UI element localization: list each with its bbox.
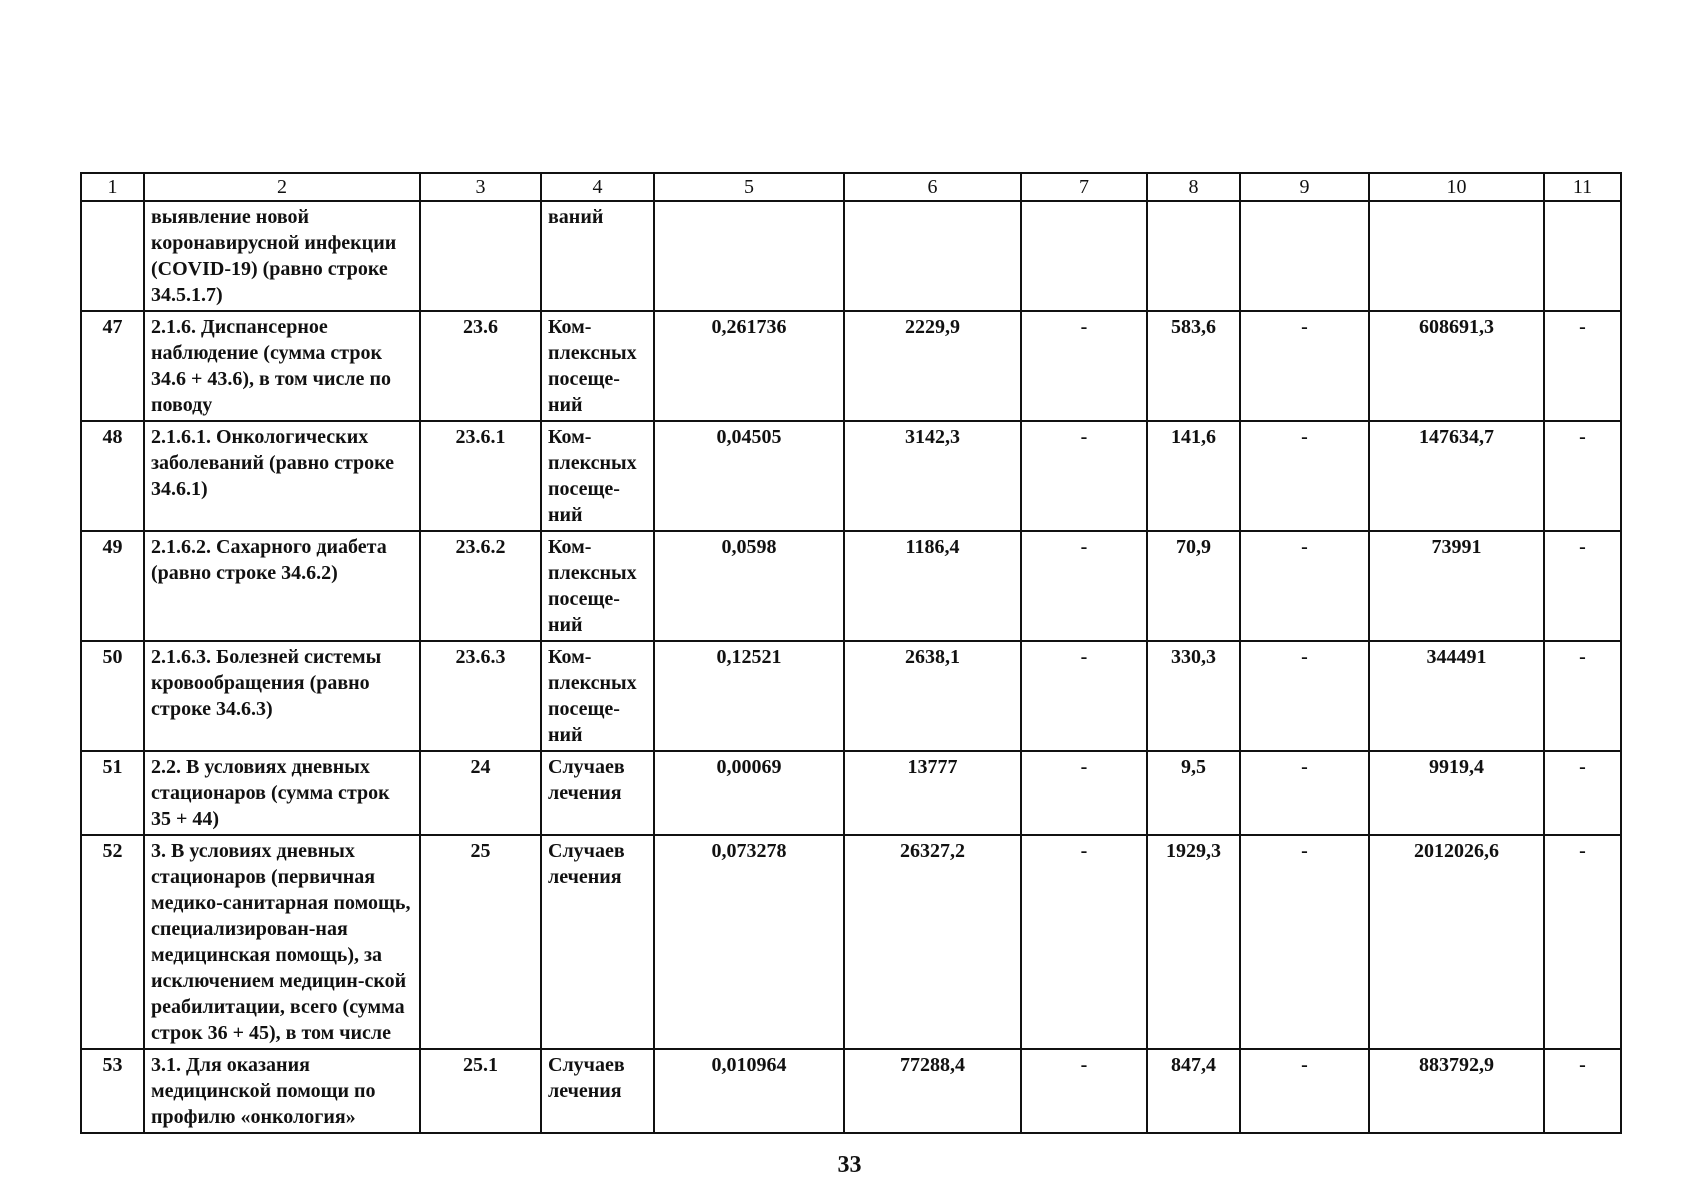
cell-col11: - xyxy=(1544,1049,1621,1133)
cell-col10: 73991 xyxy=(1369,531,1544,641)
row-unit: Случаев лечения xyxy=(541,751,654,835)
cell-col10: 2012026,6 xyxy=(1369,835,1544,1049)
cell-col7: - xyxy=(1021,835,1147,1049)
row-number: 52 xyxy=(81,835,144,1049)
row-description: 3.1. Для оказания медицинской помощи по профилю «онкология» xyxy=(144,1049,420,1133)
cell-col9: - xyxy=(1240,1049,1369,1133)
table-row xyxy=(81,201,1621,311)
cell-col6: 3142,3 xyxy=(844,421,1021,531)
table-row xyxy=(81,311,1621,421)
cell-col6: 13777 xyxy=(844,751,1021,835)
header-cell: 6 xyxy=(844,173,1021,201)
row-number: 53 xyxy=(81,1049,144,1133)
cell-col9: - xyxy=(1240,835,1369,1049)
row-description: 2.1.6. Диспансерное наблюдение (сумма строк 34.6 + 43.6), в том числе по поводу xyxy=(144,311,420,421)
cell-col7: - xyxy=(1021,1049,1147,1133)
cell-col11 xyxy=(1544,201,1621,311)
cell-col8: 1929,3 xyxy=(1147,835,1240,1049)
cell-col10: 608691,3 xyxy=(1369,311,1544,421)
cell-col7: - xyxy=(1021,531,1147,641)
cell-col7: - xyxy=(1021,641,1147,751)
cell-col9: - xyxy=(1240,421,1369,531)
row-unit: ваний xyxy=(541,201,654,311)
row-unit: Ком-плексных посеще-ний xyxy=(541,641,654,751)
table-row xyxy=(81,835,1621,1049)
cell-col6: 2229,9 xyxy=(844,311,1021,421)
header-cell: 3 xyxy=(420,173,541,201)
row-number: 51 xyxy=(81,751,144,835)
header-cell: 5 xyxy=(654,173,844,201)
row-code: 23.6.2 xyxy=(420,531,541,641)
cell-col11: - xyxy=(1544,531,1621,641)
header-cell: 10 xyxy=(1369,173,1544,201)
row-description: 3. В условиях дневных стационаров (первичная медико-санитарная помощь, специализирован-ная медицинская помощь), за исключением медицин-ской реабилитации, всего (сумма строк 36 + 45), в том числе xyxy=(144,835,420,1049)
header-row xyxy=(81,173,1621,201)
row-description: 2.1.6.3. Болезней системы кровообращения (равно строке 34.6.3) xyxy=(144,641,420,751)
cell-col8: 70,9 xyxy=(1147,531,1240,641)
row-number xyxy=(81,201,144,311)
cell-col5: 0,261736 xyxy=(654,311,844,421)
cell-col11: - xyxy=(1544,751,1621,835)
cell-col9: - xyxy=(1240,641,1369,751)
row-code: 23.6 xyxy=(420,311,541,421)
cell-col10: 883792,9 xyxy=(1369,1049,1544,1133)
row-code: 23.6.3 xyxy=(420,641,541,751)
cell-col9: - xyxy=(1240,531,1369,641)
row-number: 49 xyxy=(81,531,144,641)
cell-col8: 9,5 xyxy=(1147,751,1240,835)
cell-col6: 77288,4 xyxy=(844,1049,1021,1133)
cell-col5: 0,00069 xyxy=(654,751,844,835)
cell-col11: - xyxy=(1544,835,1621,1049)
cell-col7: - xyxy=(1021,311,1147,421)
cell-col8: 330,3 xyxy=(1147,641,1240,751)
cell-col5: 0,073278 xyxy=(654,835,844,1049)
table-row xyxy=(81,751,1621,835)
cell-col6: 2638,1 xyxy=(844,641,1021,751)
cell-col11: - xyxy=(1544,641,1621,751)
cell-col11: - xyxy=(1544,311,1621,421)
cell-col8: 583,6 xyxy=(1147,311,1240,421)
header-cell: 9 xyxy=(1240,173,1369,201)
row-unit: Ком-плексных посеще-ний xyxy=(541,421,654,531)
page-number: 33 xyxy=(837,1152,862,1178)
cell-col8: 847,4 xyxy=(1147,1049,1240,1133)
table-row xyxy=(81,531,1621,641)
header-cell: 4 xyxy=(541,173,654,201)
table-row xyxy=(81,641,1621,751)
cell-col5: 0,04505 xyxy=(654,421,844,531)
row-code: 23.6.1 xyxy=(420,421,541,531)
cell-col7: - xyxy=(1021,751,1147,835)
row-code: 25 xyxy=(420,835,541,1049)
row-number: 50 xyxy=(81,641,144,751)
cell-col5: 0,12521 xyxy=(654,641,844,751)
cell-col9: - xyxy=(1240,751,1369,835)
row-number: 48 xyxy=(81,421,144,531)
row-unit: Ком-плексных посеще-ний xyxy=(541,531,654,641)
header-cell: 11 xyxy=(1544,173,1621,201)
header-cell: 8 xyxy=(1147,173,1240,201)
cell-col6: 26327,2 xyxy=(844,835,1021,1049)
cell-col6 xyxy=(844,201,1021,311)
row-code xyxy=(420,201,541,311)
row-number: 47 xyxy=(81,311,144,421)
table-row xyxy=(81,1049,1621,1133)
row-unit: Ком-плексных посеще-ний xyxy=(541,311,654,421)
cell-col8: 141,6 xyxy=(1147,421,1240,531)
row-description: выявление новой коронавирусной инфекции (COVID-19) (равно строке 34.5.1.7) xyxy=(144,201,420,311)
cell-col8 xyxy=(1147,201,1240,311)
cell-col10: 9919,4 xyxy=(1369,751,1544,835)
cell-col9: - xyxy=(1240,311,1369,421)
row-description: 2.1.6.2. Сахарного диабета (равно строке 34.6.2) xyxy=(144,531,420,641)
row-code: 24 xyxy=(420,751,541,835)
cell-col5: 0,010964 xyxy=(654,1049,844,1133)
cell-col10 xyxy=(1369,201,1544,311)
cell-col6: 1186,4 xyxy=(844,531,1021,641)
cell-col10: 344491 xyxy=(1369,641,1544,751)
cell-col10: 147634,7 xyxy=(1369,421,1544,531)
header-cell: 7 xyxy=(1021,173,1147,201)
cell-col7 xyxy=(1021,201,1147,311)
cell-col5 xyxy=(654,201,844,311)
table-row xyxy=(81,421,1621,531)
header-cell: 1 xyxy=(81,173,144,201)
row-code: 25.1 xyxy=(420,1049,541,1133)
cell-col9 xyxy=(1240,201,1369,311)
header-cell: 2 xyxy=(144,173,420,201)
row-description: 2.2. В условиях дневных стационаров (сумма строк 35 + 44) xyxy=(144,751,420,835)
row-unit: Случаев лечения xyxy=(541,1049,654,1133)
cell-col11: - xyxy=(1544,421,1621,531)
cell-col5: 0,0598 xyxy=(654,531,844,641)
row-description: 2.1.6.1. Онкологических заболеваний (равно строке 34.6.1) xyxy=(144,421,420,531)
cell-col7: - xyxy=(1021,421,1147,531)
data-table xyxy=(80,172,1622,1134)
row-unit: Случаев лечения xyxy=(541,835,654,1049)
